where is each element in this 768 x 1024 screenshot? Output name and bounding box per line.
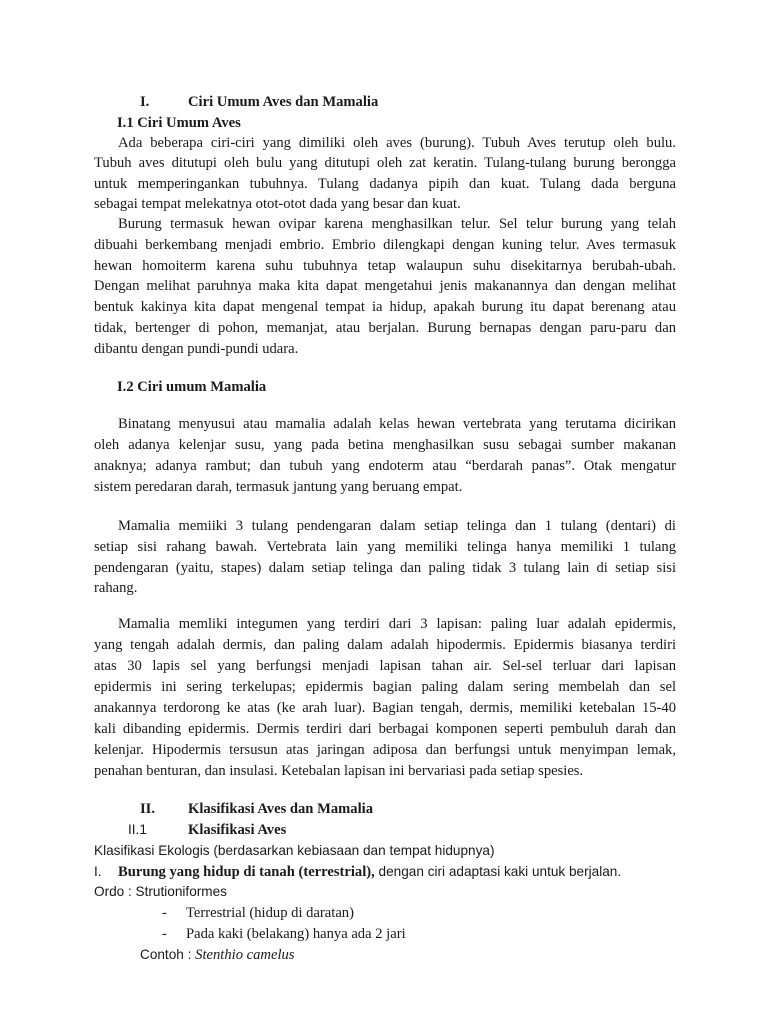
- paragraph-line: rahang.: [94, 580, 138, 596]
- subsection-title: I.2 Ciri umum Mamalia: [117, 379, 267, 395]
- paragraph-line: sistem peredaran darah, termasuk jantung yang beruang empat.: [94, 479, 463, 495]
- paragraph-line: yang tengah adalah dermis, dan paling dalam adalah hipodermis. Epidermis biasanya terdiri: [94, 637, 676, 653]
- paragraph-line: Mamalia memliki integumen yang terdiri dari 3 lapisan: paling luar adalah epidermis,: [118, 616, 676, 632]
- paragraph-line: atas 30 lapis sel yang berfungsi menjadi lapisan tahan air. Sel-sel terluar dari lapisan: [94, 658, 676, 674]
- paragraph-line: sebagai tempat melekatnya otot-otot dada yang besar dan kuat.: [94, 196, 461, 212]
- classification-intro: Klasifikasi Ekologis (berdasarkan kebiasaan dan tempat hidupnya): [94, 843, 495, 858]
- paragraph-line: oleh adanya kelenjar susu, yang pada betina menghasilkan susu sebagai sumber makanan: [94, 437, 676, 453]
- bullet-item: Pada kaki (belakang) hanya ada 2 jari: [186, 926, 406, 942]
- list-item-number: I.: [94, 864, 102, 879]
- list-item-text: dengan ciri adaptasi kaki untuk berjalan.: [374, 864, 622, 879]
- example-line: [140, 945, 294, 965]
- bullet-dash: -: [162, 905, 167, 921]
- subsection-title: I.1 Ciri Umum Aves: [117, 115, 241, 131]
- paragraph-line: Mamalia memiiki 3 tulang pendengaran dalam setiap telinga dan 1 tulang (dentari) di: [118, 518, 676, 534]
- bullet-item: Terrestrial (hidup di daratan): [186, 905, 354, 921]
- paragraph-line: dibantu dengan pundi-pundi udara.: [94, 341, 299, 357]
- paragraph-line: kelenjar. Hipodermis tersusun atas jaringan adiposa dan berfungsi untuk menyimpan lemak,: [94, 742, 676, 758]
- paragraph-line: dibuahi berkembang menjadi embrio. Embrio dilengkapi dengan kuning telur. Aves termasuk: [94, 237, 676, 253]
- paragraph-line: Binatang menyusui atau mamalia adalah kelas hewan vertebrata yang terutama dicirikan: [118, 416, 676, 432]
- paragraph-line: epidermis ini sering terkelupas; epidermis bagian paling dalam sering membelah dan sel: [94, 679, 676, 695]
- paragraph-line: untuk memperingankan tubuhnya. Tulang dadanya pipih dan kuat. Tulang dada berguna: [94, 176, 676, 192]
- list-item: [118, 862, 621, 882]
- section-number: I.: [140, 94, 150, 110]
- paragraph-line: setiap sisi rahang bawah. Vertebrata lain yang memiliki telinga hanya memiliki 1 tulang: [94, 539, 676, 555]
- paragraph-line: pendengaran (yaitu, stapes) dalam setiap telinga dan paling tidak 3 tulang lain di setiap sisi: [94, 560, 676, 576]
- ordo-line: Ordo : Strutioniformes: [94, 884, 227, 899]
- example-species: Stenthio camelus: [195, 947, 295, 963]
- paragraph-line: Tubuh aves ditutupi oleh bulu yang ditutupi oleh zat keratin. Tulang-tulang burung berongga: [94, 155, 676, 171]
- paragraph-line: hewan homoiterm karena suhu tubuhnya tetap walaupun suhu disekitarnya berubah-ubah.: [94, 258, 676, 274]
- paragraph-line: anakannya terdorong ke atas (ke arah luar). Bagian tengah, dermis, memiliki ketebalan 15-40: [94, 700, 676, 716]
- paragraph-line: kali dibanding epidermis. Dermis terdiri dari berbagai komponen seperti pembuluh darah dan: [94, 721, 676, 737]
- subsection-number: II.1: [128, 822, 147, 837]
- example-label: Contoh :: [140, 947, 196, 962]
- section-title: Ciri Umum Aves dan Mamalia: [188, 94, 379, 110]
- subsection-title: Klasifikasi Aves: [188, 822, 287, 838]
- list-item-bold: Burung yang hidup di tanah (terrestrial),: [118, 864, 375, 880]
- paragraph-line: Dengan melihat paruhnya maka kita dapat mengetahui jenis makanannya dan dengan melihat: [94, 278, 676, 294]
- paragraph-line: anaknya; adanya rambut; dan tubuh yang endoterm atau “berdarah panas”. Otak mengatur: [94, 458, 676, 474]
- paragraph-line: bentuk kakinya kita dapat mengenal tempat ia hidup, apakah burung itu dapat berenang atau: [94, 299, 676, 315]
- section-title: Klasifikasi Aves dan Mamalia: [188, 801, 374, 817]
- section-number: II.: [140, 801, 156, 817]
- paragraph-line: Ada beberapa ciri-ciri yang dimiliki oleh aves (burung). Tubuh Aves terutup oleh bulu.: [118, 135, 676, 151]
- paragraph-line: penahan benturan, dan insulasi. Ketebalan lapisan ini bervariasi pada setiap spesies.: [94, 763, 584, 779]
- bullet-dash: -: [162, 926, 167, 942]
- paragraph-line: tidak, bertenger di pohon, memanjat, atau berjalan. Burung bernapas dengan paru-paru dan: [94, 320, 676, 336]
- paragraph-line: Burung termasuk hewan ovipar karena menghasilkan telur. Sel telur burung yang telah: [118, 216, 676, 232]
